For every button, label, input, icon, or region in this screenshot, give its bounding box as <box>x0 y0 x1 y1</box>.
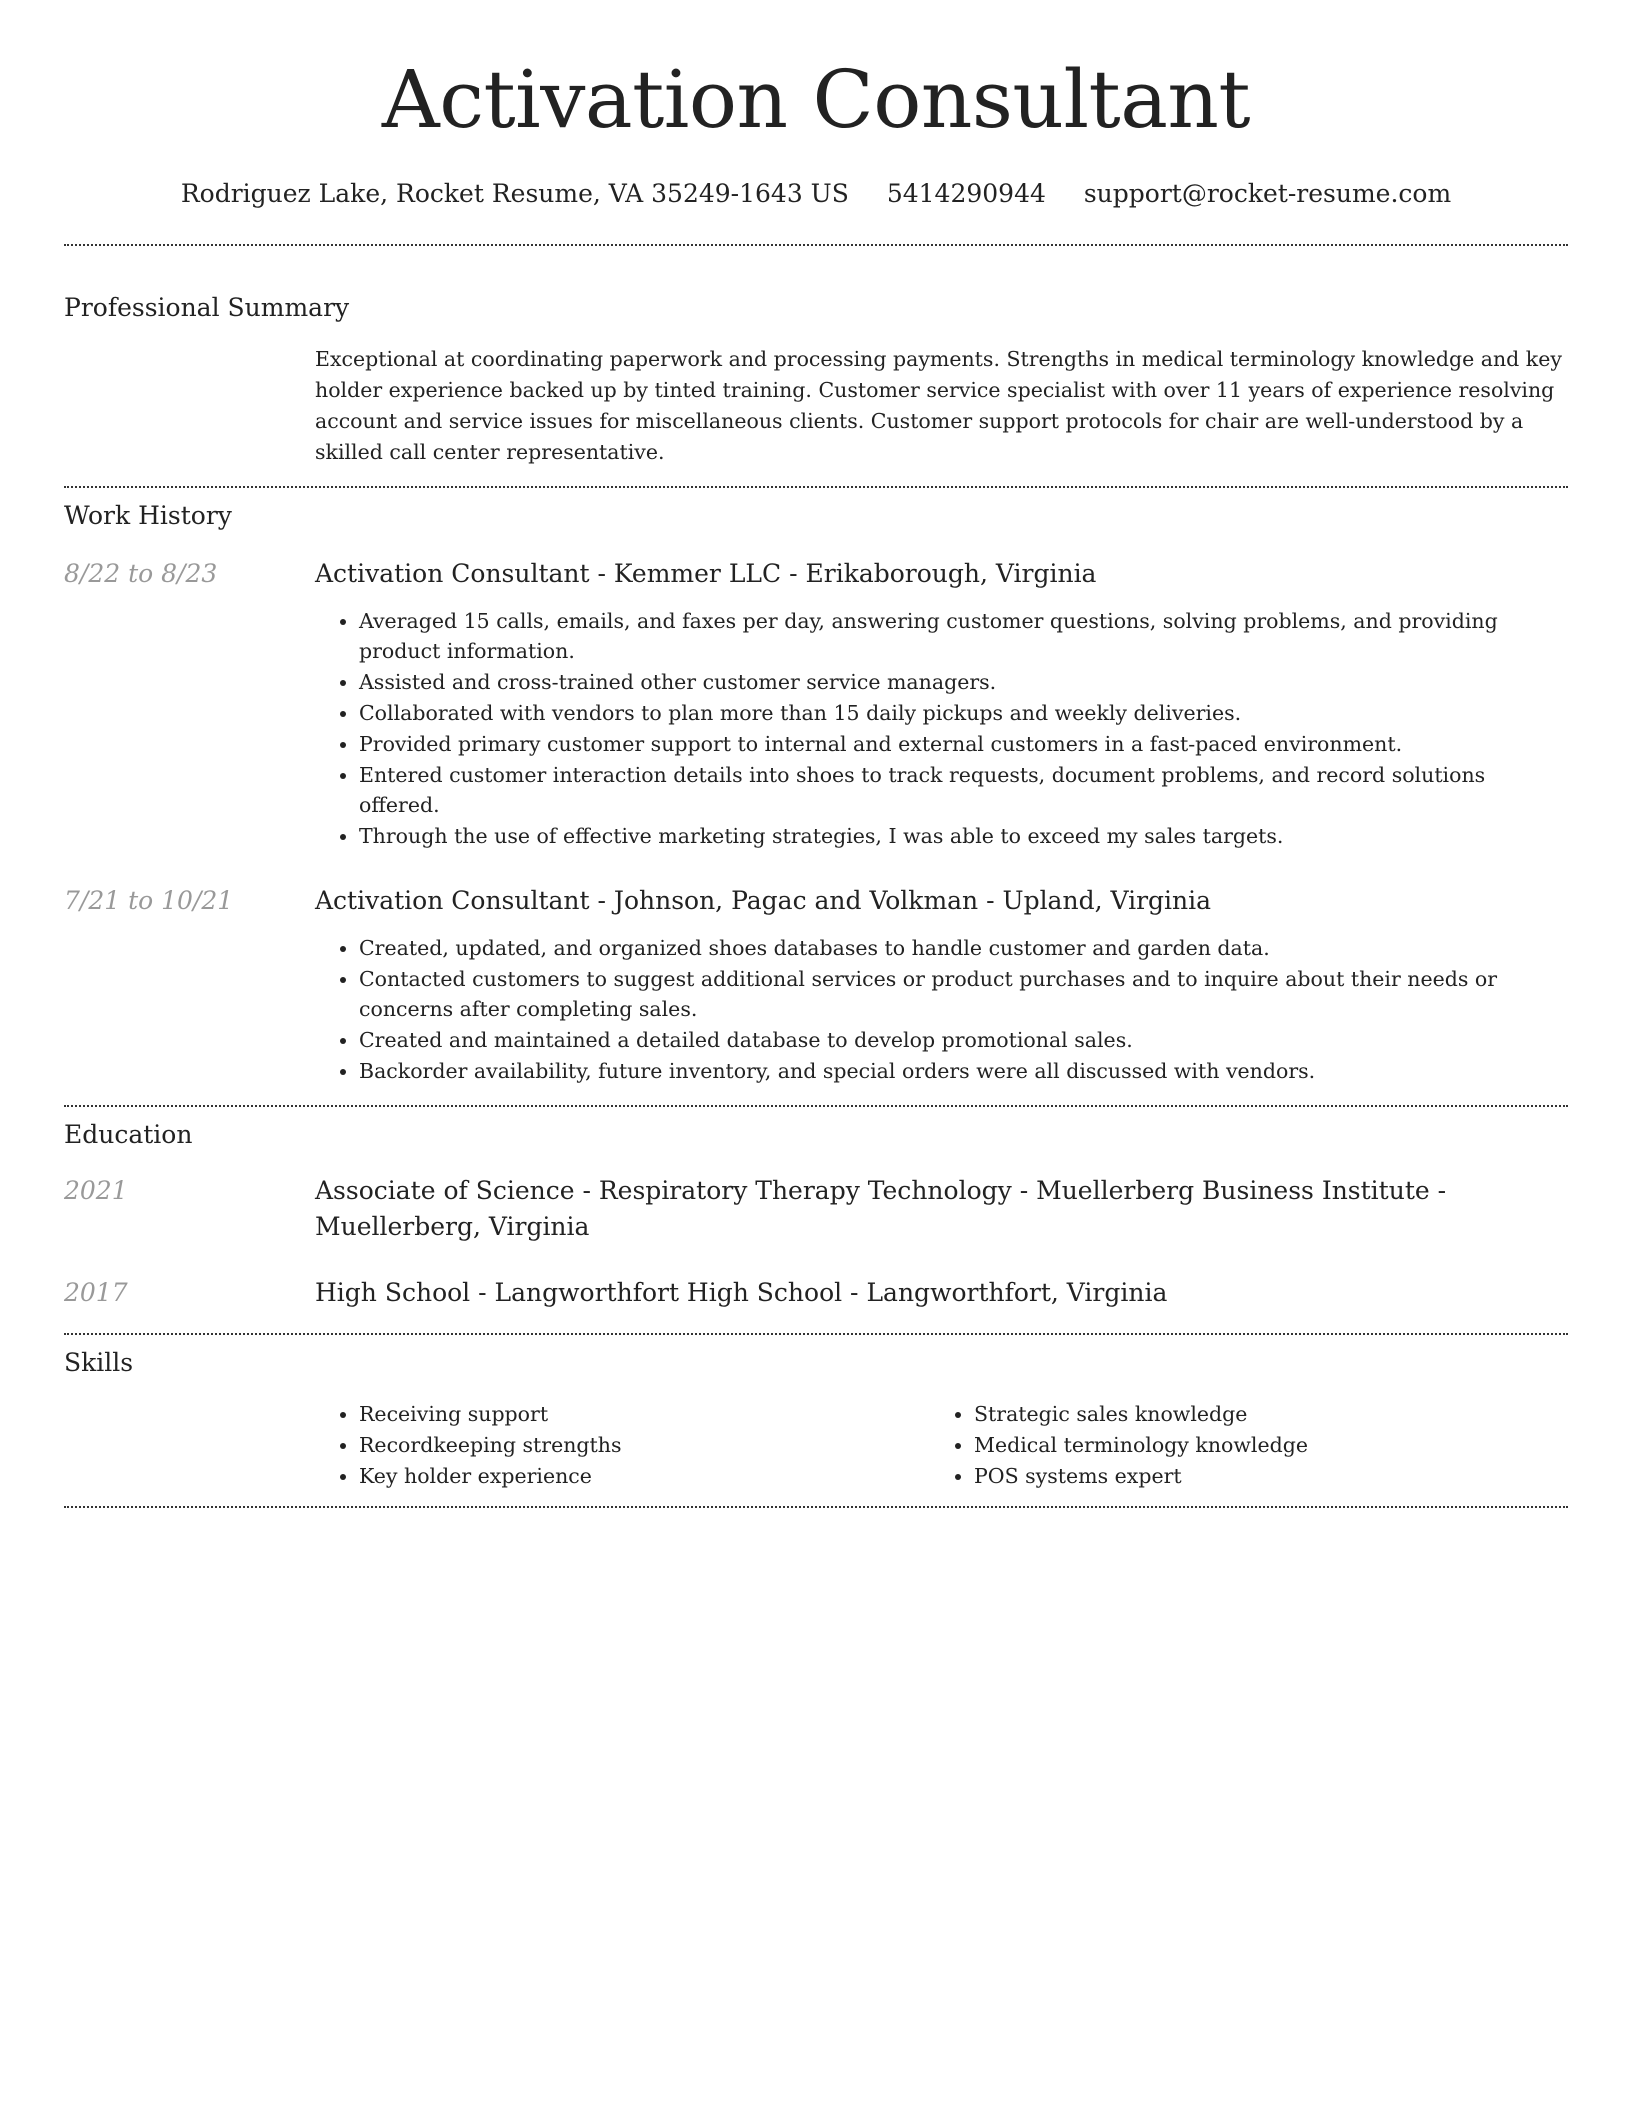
section-title-education: Education <box>64 1120 193 1149</box>
skills-list <box>315 1399 930 1492</box>
list-item: • Assisted and cross-trained other customer service managers. <box>359 667 1568 697</box>
skill-item: • Medical terminology knowledge <box>974 1430 1545 1461</box>
resume-page <box>64 0 1568 1508</box>
divider <box>64 486 1568 488</box>
summary-text: Exceptional at coordinating paperwork and processing payments. Strengths in medical terminology knowledge and key holder experience backed up by tinted training. Customer service specialist with over 11 years of experience resolving account and service issues for miscellaneous clients. Customer support protocols for chair are well-understood by a skilled call center representative. <box>315 347 1562 464</box>
skills-section <box>64 1347 1568 1506</box>
contact-address: Rodriguez Lake, Rocket Resume, VA 35249-1643 US <box>180 179 849 208</box>
list-item: • Backorder availability, future inventory, and special orders were all discussed with vendors. <box>359 1056 1568 1086</box>
skills-grid <box>315 1399 1568 1506</box>
education-entry-heading <box>315 1173 1568 1245</box>
skills-column-left <box>315 1399 930 1492</box>
list-item: • Through the use of effective marketing strategies, I was able to exceed my sales targets. <box>359 821 1568 851</box>
work-entry-role: Activation Consultant <box>315 886 590 915</box>
list-item: • Contacted customers to suggest additional services or product purchases and to inquire about their needs or concerns after completing sales. <box>359 964 1568 1024</box>
summary-section <box>64 292 1568 486</box>
list-item: • Collaborated with vendors to plan more than 15 daily pickups and weekly deliveries. <box>359 698 1568 728</box>
list-item: • Entered customer interaction details into shoes to track requests, document problems, and record solutions offered. <box>359 760 1568 820</box>
skill-item: • POS systems expert <box>974 1461 1545 1492</box>
skill-item: • Key holder experience <box>359 1461 930 1492</box>
skills-list <box>930 1399 1545 1492</box>
contact-email: support@rocket-resume.com <box>1083 179 1452 208</box>
contact-phone: 5414290944 <box>886 179 1046 208</box>
education-entry-school: - Langworthfort High School - Langworthfort, Virginia <box>470 1278 1168 1307</box>
work-history-section <box>64 500 1568 1105</box>
education-entry <box>64 1275 1568 1333</box>
list-item: • Averaged 15 calls, emails, and faxes per day, answering customer questions, solving problems, and providing product information. <box>359 606 1568 666</box>
work-entry-dates: 8/22 to 8/23 <box>64 559 218 588</box>
education-entry-body <box>315 1275 1568 1311</box>
work-entry-employer: - Kemmer LLC - Erikaborough, Virginia <box>589 559 1097 588</box>
work-entry <box>64 556 1568 851</box>
skill-item: • Receiving support <box>359 1399 930 1430</box>
contact-line <box>64 178 1568 210</box>
skills-column-right <box>930 1399 1545 1492</box>
education-entry-year: 2021 <box>64 1176 128 1205</box>
education-entry-school: - Muellerberg Business Institute - Muellerberg, Virginia <box>315 1176 1447 1241</box>
education-entry-heading <box>315 1275 1568 1311</box>
education-section <box>64 1119 1568 1333</box>
work-entry-dates: 7/21 to 10/21 <box>64 886 234 915</box>
work-entry-bullets <box>315 933 1568 1086</box>
work-entry-heading <box>315 556 1568 592</box>
education-entry-body <box>315 1173 1568 1245</box>
education-entry-degree: High School <box>315 1278 471 1307</box>
work-entry-heading <box>315 883 1568 919</box>
divider <box>64 1506 1568 1508</box>
work-entry-role: Activation Consultant <box>315 559 590 588</box>
resume-name: Activation Consultant <box>381 53 1251 146</box>
divider <box>64 1333 1568 1335</box>
work-entry <box>64 883 1568 1086</box>
section-title-summary: Professional Summary <box>64 293 350 322</box>
list-item: • Provided primary customer support to internal and external customers in a fast-paced environment. <box>359 729 1568 759</box>
list-item: • Created and maintained a detailed database to develop promotional sales. <box>359 1025 1568 1055</box>
education-entry <box>64 1173 1568 1245</box>
education-entry-year: 2017 <box>64 1278 128 1307</box>
education-entry-degree: Associate of Science - Respiratory Therapy Technology <box>315 1176 1012 1205</box>
divider <box>64 244 1568 246</box>
skill-item: • Strategic sales knowledge <box>974 1399 1545 1430</box>
work-entry-bullets <box>315 606 1568 851</box>
section-title-skills: Skills <box>64 1348 134 1377</box>
skill-item: • Recordkeeping strengths <box>359 1430 930 1461</box>
divider <box>64 1105 1568 1107</box>
section-title-work-history: Work History <box>64 501 232 530</box>
work-entry-employer: - Johnson, Pagac and Volkman - Upland, Virginia <box>589 886 1212 915</box>
work-entry-body <box>315 556 1568 851</box>
list-item: • Created, updated, and organized shoes databases to handle customer and garden data. <box>359 933 1568 963</box>
work-entry-body <box>315 883 1568 1086</box>
